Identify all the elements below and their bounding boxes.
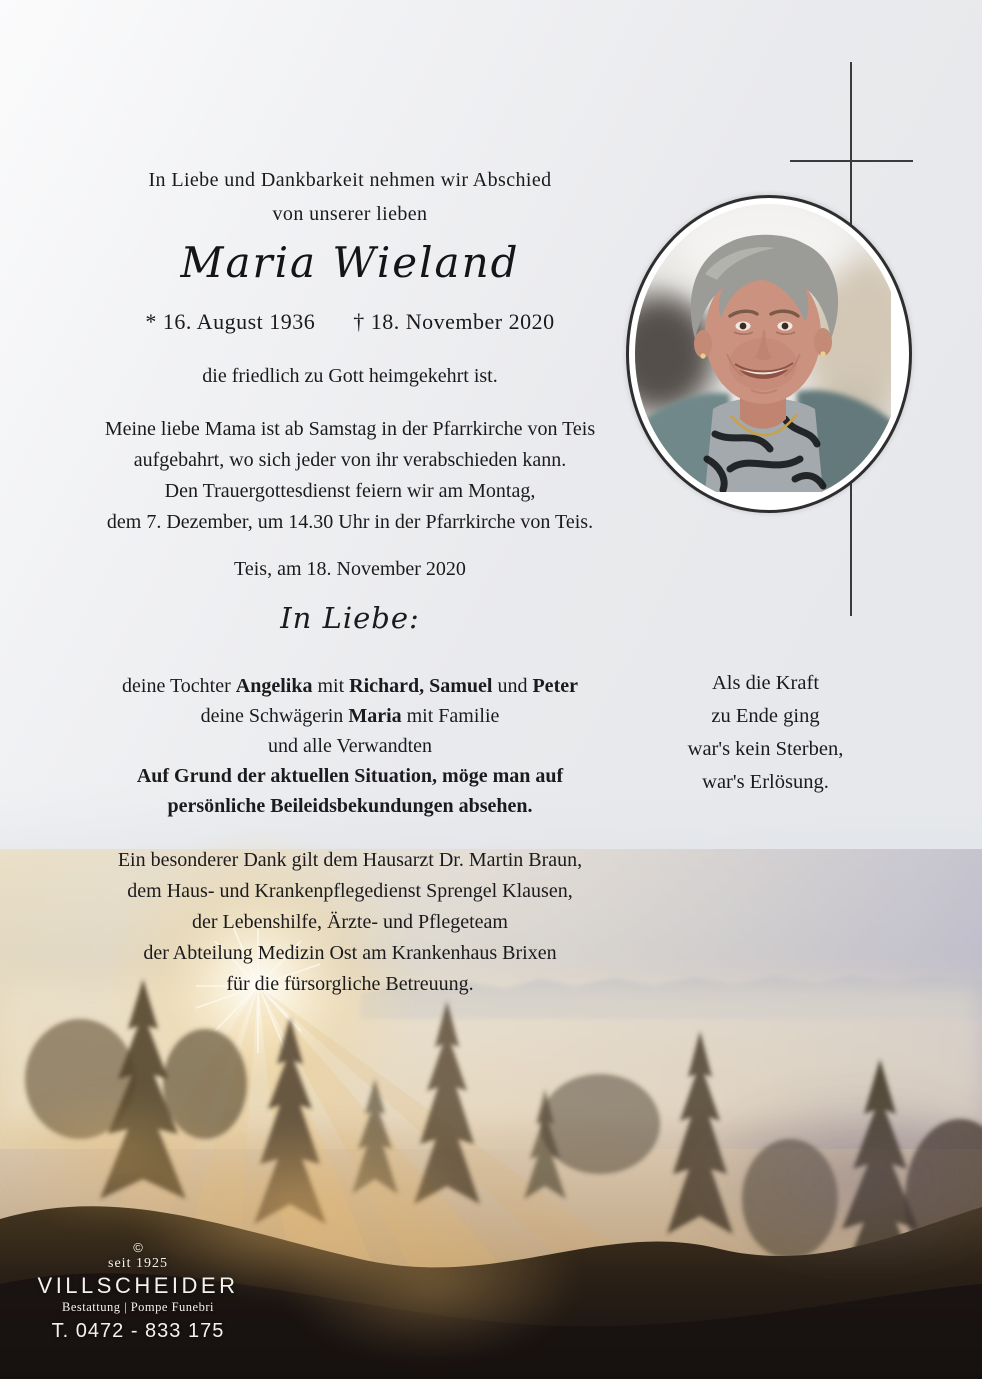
life-dates (60, 309, 640, 335)
thanks-line: der Abteilung Medizin Ost am Krankenhaus Brixen (143, 942, 557, 964)
closing-script: In Liebe: (280, 601, 420, 635)
announcement-line: dem 7. Dezember, um 14.30 Uhr in der Pfarrkirche von Teis. (106, 511, 594, 533)
funeral-announcement (60, 414, 640, 538)
intro-text (60, 163, 640, 231)
copyright-icon: © (133, 1240, 143, 1255)
announcement-line: Den Trauergottesdienst feiern wir am Montag, (164, 480, 536, 502)
death-date: † 18. November 2020 (353, 309, 555, 334)
poem-line: war's kein Sterben, (687, 738, 844, 760)
deceased-name: Maria Wieland (180, 238, 520, 287)
thanks-line: Ein besonderer Dank gilt dem Hausarzt Dr. Martin Braun, (117, 849, 583, 871)
intro-line-1: In Liebe und Dankbarkeit nehmen wir Abschied (148, 169, 552, 191)
returned-line: die friedlich zu Gott heimgekehrt ist. (202, 365, 498, 387)
thanks-text (60, 845, 640, 1000)
announcement-line: Meine liebe Mama ist ab Samstag in der Pfarrkirche von Teis (104, 418, 596, 440)
poem-line: Als die Kraft (711, 672, 820, 694)
mourning-family (60, 671, 640, 821)
condolence-notice-line: persönliche Beileidsbekundungen absehen. (167, 795, 533, 817)
brand-phone: T. 0472 - 833 175 (51, 1320, 225, 1342)
birth-date: * 16. August 1936 (145, 309, 316, 334)
condolence-notice-line: Auf Grund der aktuellen Situation, möge man auf (136, 765, 564, 787)
family-line-1: deine Tochter Angelika mit Richard, Samuel und Peter (122, 675, 578, 697)
family-line-3: und alle Verwandten (267, 735, 433, 757)
intro-line-2: von unserer lieben (272, 203, 428, 225)
brand-subtitle: Bestattung | Pompe Funebri (62, 1300, 214, 1314)
thanks-line: für die fürsorgliche Betreuung. (226, 973, 474, 995)
cross-icon-bar (790, 160, 913, 162)
memorial-photo (626, 195, 912, 513)
brand-since: seit 1925 (108, 1256, 168, 1271)
memorial-poem (648, 667, 883, 799)
place-date-line: Teis, am 18. November 2020 (234, 558, 466, 580)
thanks-line: der Lebenshilfe, Ärzte- und Pflegeteam (192, 911, 508, 933)
poem-line: war's Erlösung. (702, 771, 829, 793)
thanks-line: dem Haus- und Krankenpflegedienst Sprengel Klausen, (127, 880, 573, 902)
poem-line: zu Ende ging (711, 705, 820, 727)
funeral-home-logo (33, 1241, 243, 1345)
announcement-line: aufgebahrt, wo sich jeder von ihr verabschieden kann. (133, 449, 567, 471)
family-line-2: deine Schwägerin Maria mit Familie (200, 705, 500, 727)
brand-name: VILLSCHEIDER (37, 1273, 239, 1298)
